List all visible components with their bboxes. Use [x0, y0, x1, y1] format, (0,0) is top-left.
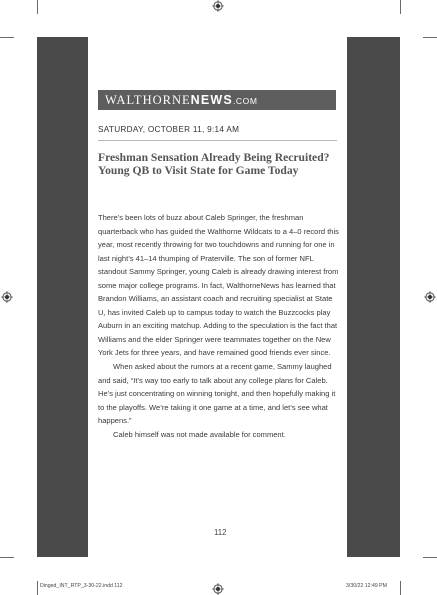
crop-mark: [423, 37, 437, 38]
crop-mark: [400, 581, 401, 595]
crop-mark: [0, 37, 14, 38]
masthead-brand-news: NEWS: [190, 93, 233, 107]
article-paragraph: When asked about the rumors at a recent game, Sammy laughed and said, “It’s way too early to talk about any college plans for Caleb. He’s just concentrating on winning tonight, and then hopefully making it to the playoffs. We’re taking it one game at a time, and let’s see what happens.”: [98, 362, 336, 426]
print-slug-date: 3/30/22 12:49 PM: [346, 583, 387, 589]
crop-mark: [423, 557, 437, 558]
left-margin-band: [37, 37, 88, 557]
article-body: [98, 211, 339, 441]
crop-mark: [400, 0, 401, 14]
crop-mark: [37, 581, 38, 595]
divider: [98, 140, 337, 141]
crop-mark: [0, 557, 14, 558]
article-headline: Freshman Sensation Already Being Recruited? Young QB to Visit State for Game Today: [98, 151, 330, 178]
masthead-domain: .COM: [232, 96, 258, 106]
registration-mark-icon: [212, 0, 224, 12]
site-masthead: [98, 90, 336, 110]
print-slug-file: Dinged_INT_RTP_3-30-22.indd 112: [40, 583, 123, 589]
article-paragraph: Caleb himself was not made available for comment.: [113, 429, 286, 439]
registration-mark-icon: [1, 291, 13, 303]
masthead-brand: WALTHORNE: [105, 93, 191, 107]
page-number: 112: [214, 528, 227, 537]
crop-mark: [37, 0, 38, 14]
article-paragraph: There’s been lots of buzz about Caleb Springer, the freshman quarterback who has guided the Walthorne Wildcats to a 4–0 record this year, most recently throwing for two touchdowns and running for one in last night’s 41–14 thumping of Praterville. The son of former NFL standout Sammy Springer, young Caleb is already drawing interest from some major college programs. In fact, WalthorneNews has learned that Brandon Williams, an assistant coach and recruiting specialist at State U, has invited Caleb up to campus today to watch the Buzzcocks play Auburn in an exciting matchup. Adding to the speculation is the fact that Williams and the elder Springer were teammates together on the New York Jets for three years, and have remained good friends ever since.: [98, 213, 339, 358]
registration-mark-icon: [424, 291, 436, 303]
article-dateline: SATURDAY, OCTOBER 11, 9:14 AM: [98, 125, 240, 134]
right-margin-band: [347, 37, 400, 557]
registration-mark-icon: [212, 583, 224, 595]
